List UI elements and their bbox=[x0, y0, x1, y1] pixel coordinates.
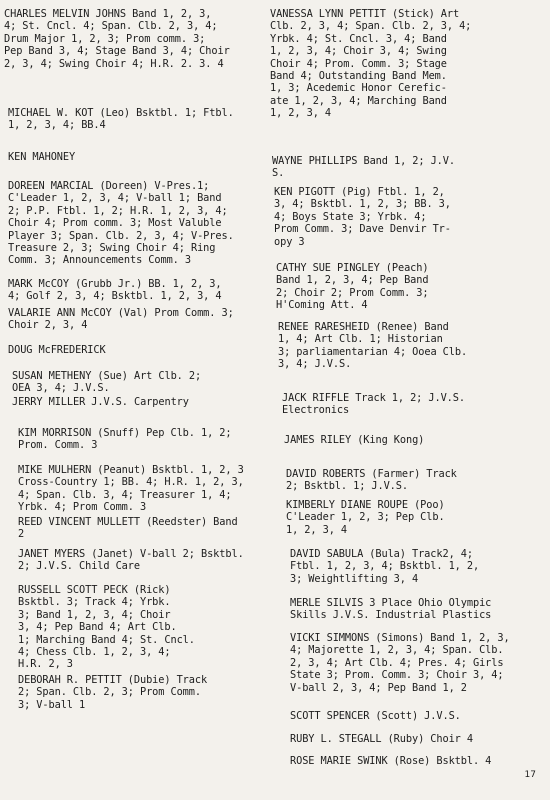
entry-line: KEN MAHONEY bbox=[8, 151, 76, 163]
student-entry bbox=[290, 632, 510, 694]
entry-line: 2 bbox=[18, 528, 25, 541]
entry-line: 1, 2, 3, 4; BB.4 bbox=[8, 119, 106, 132]
entry-line: CHARLES MELVIN JOHNS Band 1, 2, 3, bbox=[4, 8, 212, 20]
student-entry bbox=[18, 548, 244, 573]
entry-line: MARK McCOY (Grubb Jr.) BB. 1, 2, 3, bbox=[8, 278, 222, 290]
entry-line: Band 4; Outstanding Band Mem. bbox=[270, 70, 447, 83]
entry-line: Choir 4; Prom. Comm. 3; Stage bbox=[270, 57, 447, 70]
entry-line: 4; Golf 2, 3, 4; Bsktbl. 1, 2, 3, 4 bbox=[8, 290, 222, 303]
entry-line: 3; parliamentarian 4; Ooea Clb. bbox=[278, 345, 468, 358]
student-entry bbox=[276, 262, 428, 312]
student-entry bbox=[8, 107, 234, 132]
entry-line: Skills J.V.S. Industrial Plastics bbox=[290, 609, 492, 622]
entry-line: MIKE MULHERN (Peanut) Bsktbl. 1, 2, 3 bbox=[18, 464, 244, 476]
entry-line: Choir 4; Prom comm. 3; Most Valuble bbox=[8, 217, 222, 230]
entry-line: DOUG McFREDERICK bbox=[8, 344, 106, 356]
entry-line: 3, 4; Pep Band 4; Art Clb. bbox=[18, 621, 177, 634]
entry-line: DAVID SABULA (Bula) Track2, 4; bbox=[290, 548, 473, 560]
entry-line: 3; Band 1, 2, 3, 4; Choir bbox=[18, 608, 171, 621]
entry-line: Band 1, 2, 3, 4; Pep Band bbox=[276, 274, 429, 287]
entry-line: SUSAN METHENY (Sue) Art Clb. 2; bbox=[12, 370, 202, 382]
entry-line: VICKI SIMMONS (Simons) Band 1, 2, 3, bbox=[290, 632, 510, 644]
entry-line: 4; Span. Clb. 3, 4; Treasurer 1, 4; bbox=[18, 488, 232, 501]
entry-line: State 3; Prom. Comm. 3; Choir 3, 4; bbox=[290, 669, 504, 682]
entry-line: 2, 3, 4; Swing Choir 4; H.R. 2. 3. 4 bbox=[4, 57, 224, 70]
entry-line: C'Leader 1, 2, 3; Pep Clb. bbox=[286, 511, 445, 524]
student-entry bbox=[18, 674, 207, 711]
entry-line: CATHY SUE PINGLEY (Peach) bbox=[276, 262, 429, 274]
entry-line: Player 3; Span. Clb. 2, 3, 4; V-Pres. bbox=[8, 229, 234, 242]
student-entry bbox=[290, 710, 461, 722]
entry-line: RUSSELL SCOTT PECK (Rick) bbox=[18, 584, 171, 596]
student-entry bbox=[18, 584, 195, 671]
student-entry bbox=[290, 755, 491, 767]
entry-line: 1, 2, 3, 4; Choir 3, 4; Swing bbox=[270, 45, 447, 58]
entry-line: H'Coming Att. 4 bbox=[276, 299, 368, 312]
entry-line: Treasure 2, 3; Swing Choir 4; Ring bbox=[8, 242, 216, 255]
entry-line: 3; Weightlifting 3, 4 bbox=[290, 572, 419, 585]
student-entry bbox=[278, 321, 467, 371]
entry-line: Drum Major 1, 2, 3; Prom comm. 3; bbox=[4, 32, 206, 45]
entry-line: Yrbk. 4; St. Cncl. 3, 4; Band bbox=[270, 32, 447, 45]
student-entry bbox=[286, 468, 457, 493]
entry-line: VANESSA LYNN PETTIT (Stick) Art bbox=[270, 8, 460, 20]
entry-line: RENEE RARESHEID (Renee) Band bbox=[278, 321, 449, 333]
entry-line: REED VINCENT MULLETT (Reedster) Band bbox=[18, 516, 238, 528]
entry-line: 4; Boys State 3; Yrbk. 4; bbox=[274, 210, 427, 223]
student-entry bbox=[272, 155, 455, 180]
entry-line: JAMES RILEY (King Kong) bbox=[284, 434, 425, 446]
student-entry bbox=[8, 151, 75, 163]
entry-line: opy 3 bbox=[274, 235, 305, 248]
entry-line: SCOTT SPENCER (Scott) J.V.S. bbox=[290, 710, 461, 722]
entry-line: Comm. 3; Announcements Comm. 3 bbox=[8, 254, 191, 267]
entry-line: Yrbk. 4; Prom Comm. 3 bbox=[18, 501, 147, 514]
student-entry bbox=[8, 344, 106, 356]
entry-line: DEBORAH R. PETTIT (Dubie) Track bbox=[18, 674, 208, 686]
entry-line: MERLE SILVIS 3 Place Ohio Olympic bbox=[290, 597, 492, 609]
entry-line: 4; St. Cncl. 4; Span. Clb. 2, 3, 4; bbox=[4, 20, 218, 33]
student-entry bbox=[290, 733, 473, 745]
entry-line: S. bbox=[272, 167, 285, 180]
student-entry bbox=[18, 516, 238, 541]
entry-line: 2; J.V.S. Child Care bbox=[18, 560, 140, 573]
entry-line: C'Leader 1, 2, 3, 4; V-ball 1; Band bbox=[8, 192, 222, 205]
student-entry bbox=[282, 392, 465, 417]
student-entry bbox=[290, 548, 479, 585]
entry-line: DAVID ROBERTS (Farmer) Track bbox=[286, 468, 457, 480]
entry-line: 1; Marching Band 4; St. Cncl. bbox=[18, 633, 195, 646]
entry-line: JERRY MILLER J.V.S. Carpentry bbox=[12, 396, 189, 408]
student-entry bbox=[8, 180, 234, 267]
student-entry bbox=[286, 499, 445, 536]
student-entry bbox=[12, 370, 201, 395]
entry-line: V-ball 2, 3, 4; Pep Band 1, 2 bbox=[290, 681, 467, 694]
student-entry bbox=[8, 307, 234, 332]
entry-line: 2; Bsktbl. 1; J.V.S. bbox=[286, 480, 408, 493]
entry-line: Clb. 2, 3, 4; Span. Clb. 2, 3, 4; bbox=[270, 20, 472, 33]
entry-line: Prom. Comm. 3 bbox=[18, 439, 98, 452]
entry-line: 2, 3, 4; Art Clb. 4; Pres. 4; Girls bbox=[290, 656, 504, 669]
student-entry bbox=[270, 8, 471, 120]
entry-line: KIM MORRISON (Snuff) Pep Clb. 1, 2; bbox=[18, 427, 232, 439]
entry-line: 1, 2, 3, 4 bbox=[286, 523, 347, 536]
entry-line: Ftbl. 1, 2, 3, 4; Bsktbl. 1, 2, bbox=[290, 560, 480, 573]
entry-line: 1, 3; Acedemic Honor Cerefic- bbox=[270, 82, 447, 95]
student-entry bbox=[284, 434, 424, 446]
entry-line: Prom Comm. 3; Dave Denvir Tr- bbox=[274, 223, 451, 236]
entry-line: Pep Band 3, 4; Stage Band 3, 4; Choir bbox=[4, 45, 230, 58]
student-entry bbox=[274, 186, 451, 248]
entry-line: 3, 4; J.V.S. bbox=[278, 358, 352, 371]
entry-line: WAYNE PHILLIPS Band 1, 2; J.V. bbox=[272, 155, 455, 167]
student-entry bbox=[12, 396, 189, 408]
student-entry bbox=[290, 597, 491, 622]
entry-line: Choir 2, 3, 4 bbox=[8, 319, 88, 332]
entry-line: KEN PIGOTT (Pig) Ftbl. 1, 2, bbox=[274, 186, 445, 198]
student-entry bbox=[18, 464, 244, 514]
entry-line: 1, 2, 3, 4 bbox=[270, 107, 331, 120]
entry-line: RUBY L. STEGALL (Ruby) Choir 4 bbox=[290, 733, 473, 745]
entry-line: JACK RIFFLE Track 1, 2; J.V.S. bbox=[282, 392, 465, 404]
entry-line: DOREEN MARCIAL (Doreen) V-Pres.1; bbox=[8, 180, 210, 192]
entry-line: KIMBERLY DIANE ROUPE (Poo) bbox=[286, 499, 445, 511]
entry-line: 3, 4; Bsktbl. 1, 2, 3; BB. 3, bbox=[274, 198, 451, 211]
student-entry bbox=[4, 8, 230, 70]
entry-line: Cross-Country 1; BB. 4; H.R. 1, 2, 3, bbox=[18, 476, 244, 489]
entry-line: JANET MYERS (Janet) V-ball 2; Bsktbl. bbox=[18, 548, 244, 560]
entry-line: 3; V-ball 1 bbox=[18, 698, 86, 711]
entry-line: 4; Majorette 1, 2, 3, 4; Span. Clb. bbox=[290, 644, 504, 657]
entry-line: 2; Span. Clb. 2, 3; Prom Comm. bbox=[18, 686, 201, 699]
entry-line: 4; Chess Clb. 1, 2, 3, 4; bbox=[18, 646, 171, 659]
entry-line: 2; Choir 2; Prom Comm. 3; bbox=[276, 286, 429, 299]
entry-line: ROSE MARIE SWINK (Rose) Bsktbl. 4 bbox=[290, 755, 492, 767]
entry-line: 2; P.P. Ftbl. 1, 2; H.R. 1, 2, 3, 4; bbox=[8, 204, 228, 217]
entry-line: 1, 4; Art Clb. 1; Historian bbox=[278, 333, 443, 346]
entry-line: VALARIE ANN McCOY (Val) Prom Comm. 3; bbox=[8, 307, 234, 319]
student-entry bbox=[18, 427, 231, 452]
entry-line: H.R. 2, 3 bbox=[18, 658, 73, 671]
student-entry bbox=[8, 278, 221, 303]
entry-line: Bsktbl. 3; Track 4; Yrbk. bbox=[18, 596, 171, 609]
entry-line: ate 1, 2, 3, 4; Marching Band bbox=[270, 94, 447, 107]
entry-line: OEA 3, 4; J.V.S. bbox=[12, 382, 110, 395]
entry-line: MICHAEL W. KOT (Leo) Bsktbl. 1; Ftbl. bbox=[8, 107, 234, 119]
entry-line: Electronics bbox=[282, 404, 350, 417]
page-number: 17 bbox=[524, 770, 536, 780]
